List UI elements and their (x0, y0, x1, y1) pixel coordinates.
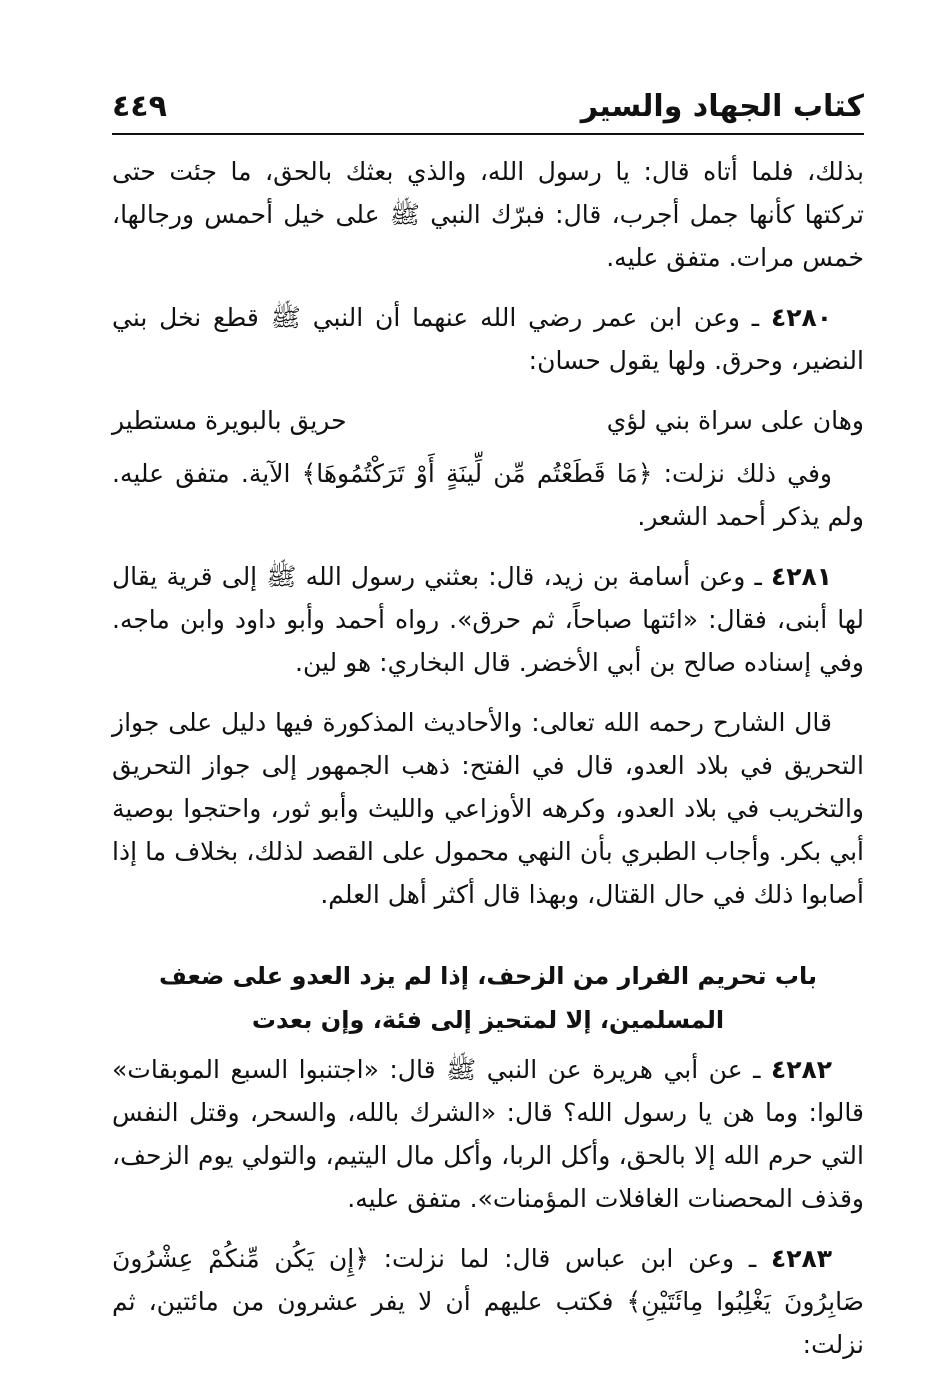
paragraph-continuation: بذلك، فلما أتاه قال: يا رسول الله، والذي بعثك بالحق، ما جئت حتى تركتها كأنها جمل أجرب، قال: فبرّك النبي ﷺ على خيل أحمس ورجالها، خمس مرات. متفق عليه. (112, 157, 864, 272)
page-number: ٤٤٩ (112, 88, 167, 124)
paragraph-revelation: وفي ذلك نزلت: ﴿مَا قَطَعْتُم مِّن لِّينَةٍ أَوْ تَرَكْتُمُوهَا﴾ الآية. متفق عليه. ولم يذكر أحمد الشعر. (112, 459, 864, 531)
verse-second-hemistich: حريق بالبويرة مستطير (112, 406, 347, 435)
hadith-number: ٤٢٨٣ (770, 1244, 832, 1273)
hadith-4280 (112, 296, 864, 382)
hadith-number: ٤٢٨١ (770, 562, 832, 591)
heading-line-1: باب تحريم الفرار من الزحف، إذا لم يزد العدو على ضعف (158, 962, 818, 990)
verse-first-hemistich: وهان على سراة بني لؤي (606, 406, 864, 435)
section-heading (112, 954, 864, 1042)
page-body (112, 150, 864, 1383)
hadith-4281 (112, 555, 864, 684)
hadith-number: ٤٢٨٢ (770, 1055, 832, 1084)
commentary-paragraph: قال الشارح رحمه الله تعالى: والأحاديث المذكورة فيها دليل على جواز التحريق في بلاد العدو، قال في الفتح: ذهب الجمهور إلى جواز التحريق والتخريب في بلاد العدو، وكرهه الأوزاعي والليث وأبو ثور، واحتجوا بوصية أبي بكر. وأجاب الطبري بأن النهي محمول على القصد لذلك، بخلاف ما إذا أصابوا ذلك في حال القتال، وبهذا قال أكثر أهل العلم. (112, 708, 864, 909)
poetry-verse (112, 399, 864, 442)
hadith-text: ـ وعن أسامة بن زيد، قال: بعثني رسول الله ﷺ إلى قرية يقال لها أبنى، فقال: «ائتها صباحاً، ثم حرق». رواه أحمد وأبو داود وابن ماجه. وفي إسناده صالح بن أبي الأخضر. قال البخاري: هو لين. (112, 562, 864, 677)
page-header (112, 82, 864, 130)
hadith-number: ٤٢٨٠ (770, 303, 832, 332)
hadith-text: ـ وعن ابن عمر رضي الله عنهما أن النبي ﷺ قطع نخل بني النضير، وحرق. ولها يقول حسان: (112, 303, 864, 375)
header-rule (112, 133, 864, 135)
hadith-4282 (112, 1048, 864, 1220)
hadith-text: ـ وعن ابن عباس قال: لما نزلت: ﴿إِن يَكُن مِّنكُمْ عِشْرُونَ صَابِرُونَ يَغْلِبُوا مِائَتَيْنِ﴾ فكتب عليهم أن لا يفر عشرون من مائتين، ثم نزلت: (112, 1244, 864, 1359)
heading-line-2: المسلمين، إلا لمتحيز إلى فئة، وإن بعدت (251, 1006, 725, 1034)
hadith-4283 (112, 1237, 864, 1366)
hadith-text: ـ عن أبي هريرة عن النبي ﷺ قال: «اجتنبوا السبع الموبقات» قالوا: وما هن يا رسول الله؟ قال: «الشرك بالله، والسحر، وقتل النفس التي حرم الله إلا بالحق، وأكل الربا، وأكل مال اليتيم، والتولي يوم الزحف، وقذف المحصنات الغافلات المؤمنات». متفق عليه. (112, 1055, 864, 1213)
chapter-title: كتاب الجهاد والسير (580, 88, 864, 124)
